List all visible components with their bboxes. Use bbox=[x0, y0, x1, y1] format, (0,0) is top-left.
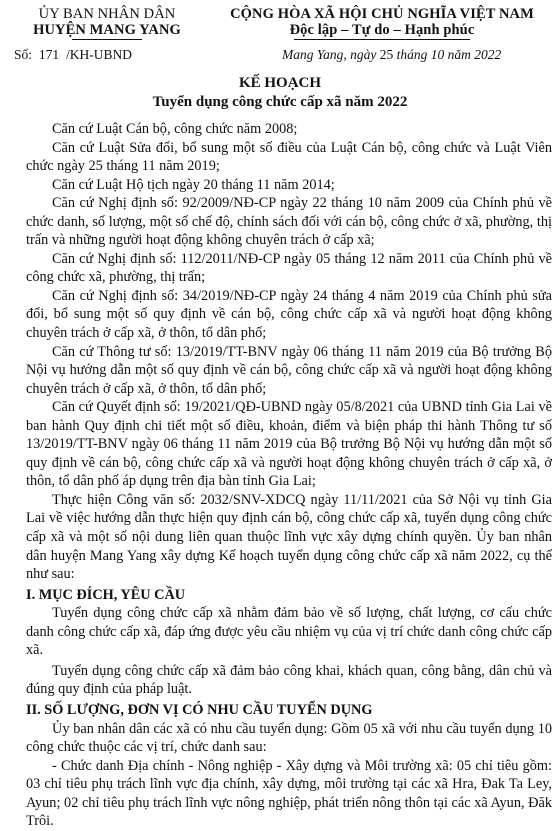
legal-basis-paragraph: Căn cứ Luật Cán bộ, công chức năm 2008; bbox=[52, 121, 298, 137]
doc-number-suffix: /KH-UBND bbox=[66, 47, 133, 62]
doc-number-prefix: Số: bbox=[14, 47, 33, 62]
section-2-paragraph: Ủy ban nhân dân các xã có nhu cầu tuyển dụng: Gồm 05 xã với nhu cầu tuyển dụng 10 công chức thuộc các vị trí, chức danh sau: bbox=[26, 720, 552, 756]
legal-basis-paragraph: Căn cứ Quyết định số: 19/2021/QĐ-UBND ngày 05/8/2021 của UBND tỉnh Gia Lai về ban hành Quy định chi tiết một số điều, khoản, điểm và biện pháp thi hành Thông tư số 13/2019/TT-BNV ngày 06 tháng 11 năm 2019 của Bộ trưởng Bộ Nội vụ hướng dẫn một số quy định về cán bộ, công chức cấp xã và người hoạt động không chuyên trách ở cấp xã, ở thôn, tổ dân phố áp dụng trên địa bàn tỉnh Gia Lai; bbox=[26, 399, 552, 490]
legal-basis-paragraph: Căn cứ Nghị định số: 92/2009/NĐ-CP ngày 22 tháng 10 năm 2009 của Chính phủ về chức danh, số lượng, một số chế độ, chính sách đối với cán bộ, công chức ở xã, phường, thị trấn và những người hoạt động không chuyên trách ở cấp xã; bbox=[26, 195, 552, 249]
document-body bbox=[26, 120, 552, 831]
national-motto bbox=[212, 6, 552, 40]
country-name: CỘNG HÒA XÃ HỘI CHỦ NGHĨA VIỆT NAM bbox=[230, 6, 534, 22]
date-prefix: Mang Yang, ngày bbox=[282, 47, 377, 62]
section-1-paragraph: Tuyển dụng công chức cấp xã đảm bảo công khai, khách quan, công bằng, dân chủ và đúng quy định của pháp luật. bbox=[26, 662, 552, 698]
document-number bbox=[14, 47, 132, 63]
authority-line-1: ỦY BAN NHÂN DÂN bbox=[38, 6, 176, 22]
section-1-paragraph: Tuyển dụng công chức cấp xã nhằm đảm bảo về số lượng, chất lượng, cơ cấu chức danh công chức cấp xã, đáp ứng được yêu cầu nhiệm vụ của vị trí chức danh công chức cấp xã. bbox=[26, 605, 552, 659]
date-day: 25 bbox=[379, 47, 394, 62]
legal-basis-paragraph: Căn cứ Nghị định số: 112/2011/NĐ-CP ngày 05 tháng 12 năm 2011 của Chính phủ về công chức xã, phường, thị trấn; bbox=[26, 250, 552, 286]
section-2-heading: II. SỐ LƯỢNG, ĐƠN VỊ CÓ NHU CẦU TUYỂN DỤNG bbox=[26, 701, 373, 718]
issuing-authority bbox=[12, 6, 202, 40]
legal-basis-paragraph: Căn cứ Luật Sửa đổi, bổ sung một số điều của Luật Cán bộ, công chức và Luật Viên chức ngày 25 tháng 11 năm 2019; bbox=[26, 139, 552, 175]
doc-number-value: 171 bbox=[38, 47, 60, 62]
implementation-paragraph: Thực hiện Công văn số: 2032/SNV-XDCQ ngày 11/11/2021 của Sở Nội vụ tỉnh Gia Lai về việc hướng dẫn thực hiện quy định cán bộ, công chức cấp xã, tuyển dụng công chức cấp xã và một số nội dung liên quan thuộc lĩnh vực xây dựng chính quyền. Ủy ban nhân dân huyện Mang Yang xây dựng Kế hoạch tuyển dụng công chức cấp xã năm 2022, cụ thể như sau: bbox=[26, 491, 552, 583]
legal-basis-paragraph: Căn cứ Luật Hộ tịch ngày 20 tháng 11 năm 2014; bbox=[52, 176, 335, 193]
motto-line: Độc lập – Tự do – Hạnh phúc bbox=[289, 22, 475, 38]
legal-basis-paragraph: Căn cứ Nghị định số: 34/2019/NĐ-CP ngày 24 tháng 4 năm 2019 của Chính phủ sửa đổi, bổ sung một số quy định về cán bộ, công chức cấp xã và người hoạt động không chuyên trách ở cấp xã, ở thôn, tổ dân phố; bbox=[26, 287, 552, 342]
issue-date bbox=[282, 47, 501, 63]
document-title bbox=[0, 74, 560, 112]
section-2-list-item: - Chức danh Địa chính - Nông nghiệp - Xây dựng và Môi trường xã: 05 chỉ tiêu gồm: 03 chỉ tiêu phụ trách lĩnh vực địa chính, xây dựng, môi trường tại các xã Hra, Đak Ta Ley, Ayun; 02 chỉ tiêu phụ trách lĩnh vực nông nghiệp, phát triển nông thôn tại các xã Ayun, Đăk Trôi. bbox=[26, 757, 552, 830]
authority-line-2: HUYỆN MANG YANG bbox=[33, 22, 181, 38]
authority-underline bbox=[72, 39, 142, 40]
title-sub: Tuyển dụng công chức cấp xã năm 2022 bbox=[152, 94, 408, 110]
motto-underline bbox=[294, 39, 470, 40]
title-main: KẾ HOẠCH bbox=[238, 75, 322, 91]
section-1-heading: I. MỤC ĐÍCH, YÊU CẦU bbox=[26, 586, 186, 603]
date-rest: tháng 10 năm 2022 bbox=[396, 47, 502, 62]
legal-basis-paragraph: Căn cứ Thông tư số: 13/2019/TT-BNV ngày 06 tháng 11 năm 2019 của Bộ trưởng Bộ Nội vụ hướng dẫn một số quy định về cán bộ, công chức cấp xã và người hoạt động không chuyên trách ở cấp xã, ở thôn, tổ dân phố; bbox=[26, 343, 552, 397]
